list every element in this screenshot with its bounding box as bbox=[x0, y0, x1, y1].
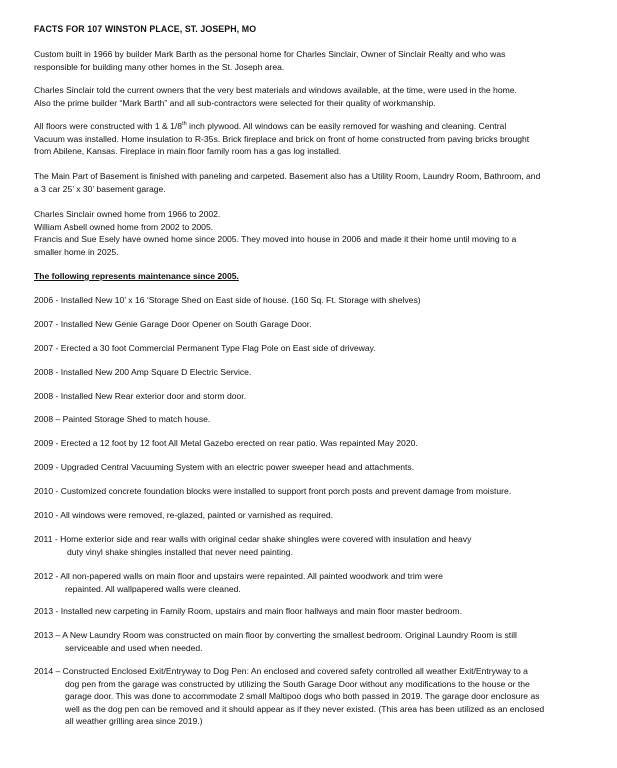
paragraph-builder: Custom built in 1966 by builder Mark Barth as the personal home for Charles Sinclair, Owner of Sinclair Realty and who was responsible for building many other homes in the St. Joseph area. bbox=[34, 49, 506, 72]
maintenance-item: 2007 - Installed New Genie Garage Door Opener on South Garage Door. bbox=[34, 319, 312, 329]
maintenance-item: 2007 - Erected a 30 foot Commercial Permanent Type Flag Pole on East side of driveway. bbox=[34, 343, 376, 353]
maintenance-item: 2011 - Home exterior side and rear walls with original cedar shake shingles were covered with insulation and heavy duty vinyl shake shingles installed that never need painting. bbox=[34, 534, 472, 557]
maintenance-item: 2010 - All windows were removed, re-glazed, painted or varnished as required. bbox=[34, 510, 334, 520]
maintenance-item: 2008 – Painted Storage Shed to match house. bbox=[34, 414, 211, 424]
paragraph-basement: The Main Part of Basement is finished with paneling and carpeted. Basement also has a Utility Room, Laundry Room, Bathroom, and a 3 car 25’ x 30’ basement garage. bbox=[34, 171, 541, 194]
paragraph-materials: Charles Sinclair told the current owners that the very best materials and windows available, at the time, were used in the home. Also the prime builder “Mark Barth” and all sub-contractors were selected for their quality of workmanship. bbox=[34, 85, 517, 108]
document-title: FACTS FOR 107 WINSTON PLACE, ST. JOSEPH, MO bbox=[34, 24, 257, 34]
maintenance-item: 2014 – Constructed Enclosed Exit/Entryway to Dog Pen: An enclosed and covered safety controlled all weather Exit/Entryway to a dog pen from the garage was constructed by utilizing the South Garage Door without any modifications to the house or the garage door. This was done to accommodate 2 small Maltipoo dogs who both passed in 2019. The garage door enclosure as well as the dog pen can be removed and it should appear as if they never existed. (This area has been utilized as an enclosed all weather grilling area since 2019.) bbox=[34, 666, 545, 727]
maintenance-item: 2008 - Installed New Rear exterior door and storm door. bbox=[34, 391, 247, 401]
maintenance-item: 2009 - Upgraded Central Vacuuming System with an electric power sweeper head and attachments. bbox=[34, 462, 415, 472]
maintenance-heading: The following represents maintenance since 2005. bbox=[34, 271, 239, 281]
paragraph-construction: All floors were constructed with 1 & 1/8th inch plywood. All windows can be easily removed for washing and cleaning. Central Vacuum was installed. Home insulation to R-35s. Brick fireplace and brick on front of home constructed from paving bricks brought from Abilene, Kansas. Fireplace in main floor family room has a gas log installed. bbox=[34, 121, 530, 157]
maintenance-item: 2006 - Installed New 10’ x 16 ‘Storage Shed on East side of house. (160 Sq. Ft. Storage with shelves) bbox=[34, 295, 421, 305]
maintenance-item: 2008 - Installed New 200 Amp Square D Electric Service. bbox=[34, 367, 252, 377]
maintenance-item: 2013 - Installed new carpeting in Family Room, upstairs and main floor hallways and main floor master bedroom. bbox=[34, 606, 462, 616]
maintenance-item: 2010 - Customized concrete foundation blocks were installed to support front porch posts and prevent damage from moisture. bbox=[34, 486, 512, 496]
paragraph-owners: Charles Sinclair owned home from 1966 to 2002. William Asbell owned home from 2002 to 2005. Francis and Sue Esely have owned home since 2005. They moved into house in 2006 and made it their home until moving to a smaller home in 2025. bbox=[34, 209, 517, 257]
maintenance-item: 2013 – A New Laundry Room was constructed on main floor by converting the smallest bedroom. Original Laundry Room is still serviceable and used when needed. bbox=[34, 630, 517, 653]
maintenance-item: 2009 - Erected a 12 foot by 12 foot All Metal Gazebo erected on rear patio. Was repainted May 2020. bbox=[34, 438, 418, 448]
maintenance-item: 2012 - All non-papered walls on main floor and upstairs were repainted. All painted woodwork and trim were repainted. All wallpapered walls were cleaned. bbox=[34, 571, 443, 594]
